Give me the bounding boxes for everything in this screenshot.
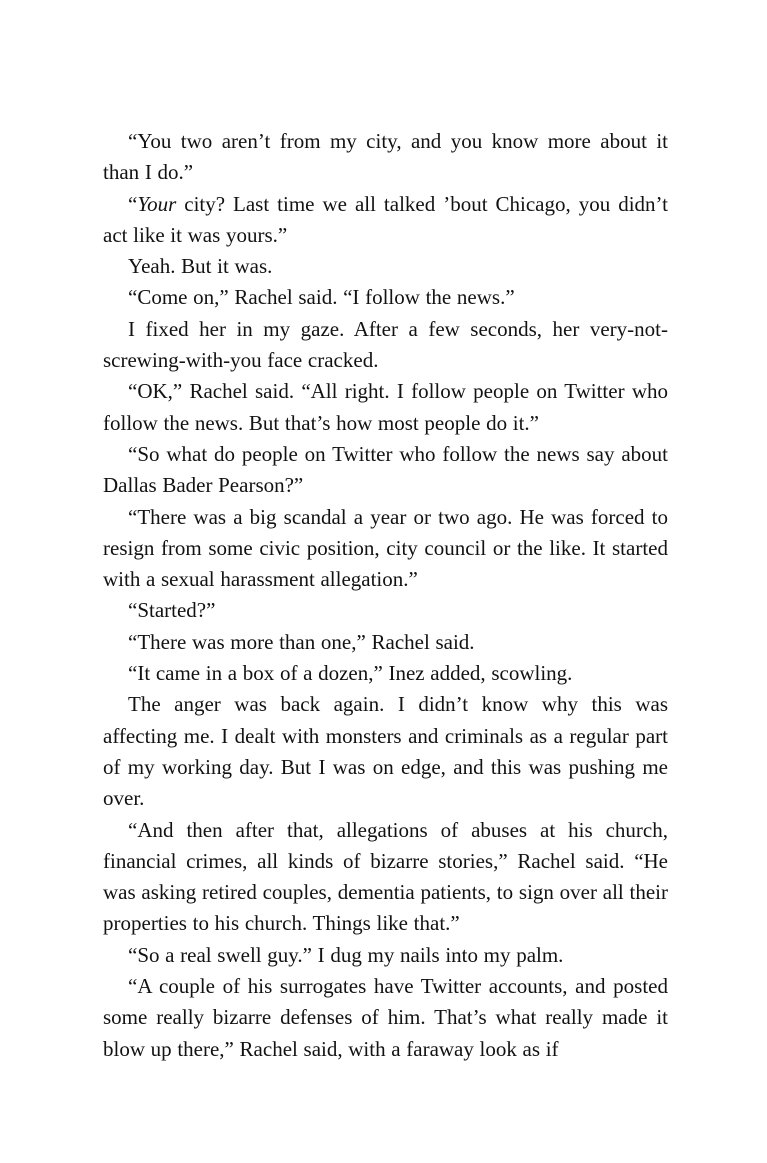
paragraph bbox=[103, 658, 668, 689]
text-run: “Come on,” Rachel said. “I follow the news.” bbox=[128, 285, 515, 310]
text-run: “OK,” Rachel said. “All right. I follow people on Twitter who follow the news. But that’s how most people do it.” bbox=[103, 379, 668, 435]
paragraph bbox=[103, 627, 668, 658]
paragraph bbox=[103, 282, 668, 313]
text-run: “You two aren’t from my city, and you know more about it than I do.” bbox=[103, 129, 668, 185]
text-run: “ bbox=[128, 191, 138, 216]
paragraph bbox=[103, 689, 668, 814]
text-run: “A couple of his surrogates have Twitter accounts, and posted some really bizarre defenses of him. That’s what really made it blow up there,” Rachel said, with a faraway look as if bbox=[103, 974, 668, 1061]
italic-text-run: Your bbox=[137, 191, 177, 216]
text-run: “Started?” bbox=[128, 598, 216, 623]
page-text bbox=[103, 126, 668, 1065]
paragraph bbox=[103, 439, 668, 502]
text-run: “And then after that, allegations of abuses at his church, financial crimes, all kinds of bizarre stories,” Rachel said. “He was asking retired couples, dementia patients, to sign over all their properties to his church. Things like that.” bbox=[103, 817, 668, 936]
paragraph bbox=[103, 376, 668, 439]
text-run: I fixed her in my gaze. After a few seconds, her very-not-screwing-with-you face cracked. bbox=[103, 316, 668, 373]
paragraph bbox=[103, 189, 668, 252]
paragraph bbox=[103, 595, 668, 626]
text-run: “It came in a box of a dozen,” Inez added, scowling. bbox=[128, 661, 573, 686]
text-run: city? Last time we all talked ’bout Chicago, you didn’t act like it was yours.” bbox=[103, 191, 668, 247]
paragraph bbox=[103, 126, 668, 189]
paragraph bbox=[103, 314, 668, 377]
paragraph bbox=[103, 251, 668, 282]
text-run: The anger was back again. I didn’t know why this was affecting me. I dealt with monsters and criminals as a regular part of my working day. But I was on edge, and this was pushing me over. bbox=[103, 692, 668, 811]
text-run: “So a real swell guy.” I dug my nails into my palm. bbox=[128, 942, 564, 967]
paragraph bbox=[103, 502, 668, 596]
text-run: “There was more than one,” Rachel said. bbox=[128, 629, 475, 654]
paragraph bbox=[103, 971, 668, 1065]
text-run: Yeah. But it was. bbox=[128, 254, 273, 279]
paragraph bbox=[103, 940, 668, 971]
paragraph bbox=[103, 815, 668, 940]
text-run: “There was a big scandal a year or two ago. He was forced to resign from some civic position, city council or the like. It started with a sexual harassment allegation.” bbox=[103, 504, 668, 592]
text-run: “So what do people on Twitter who follow the news say about Dallas Bader Pearson?” bbox=[103, 441, 668, 498]
